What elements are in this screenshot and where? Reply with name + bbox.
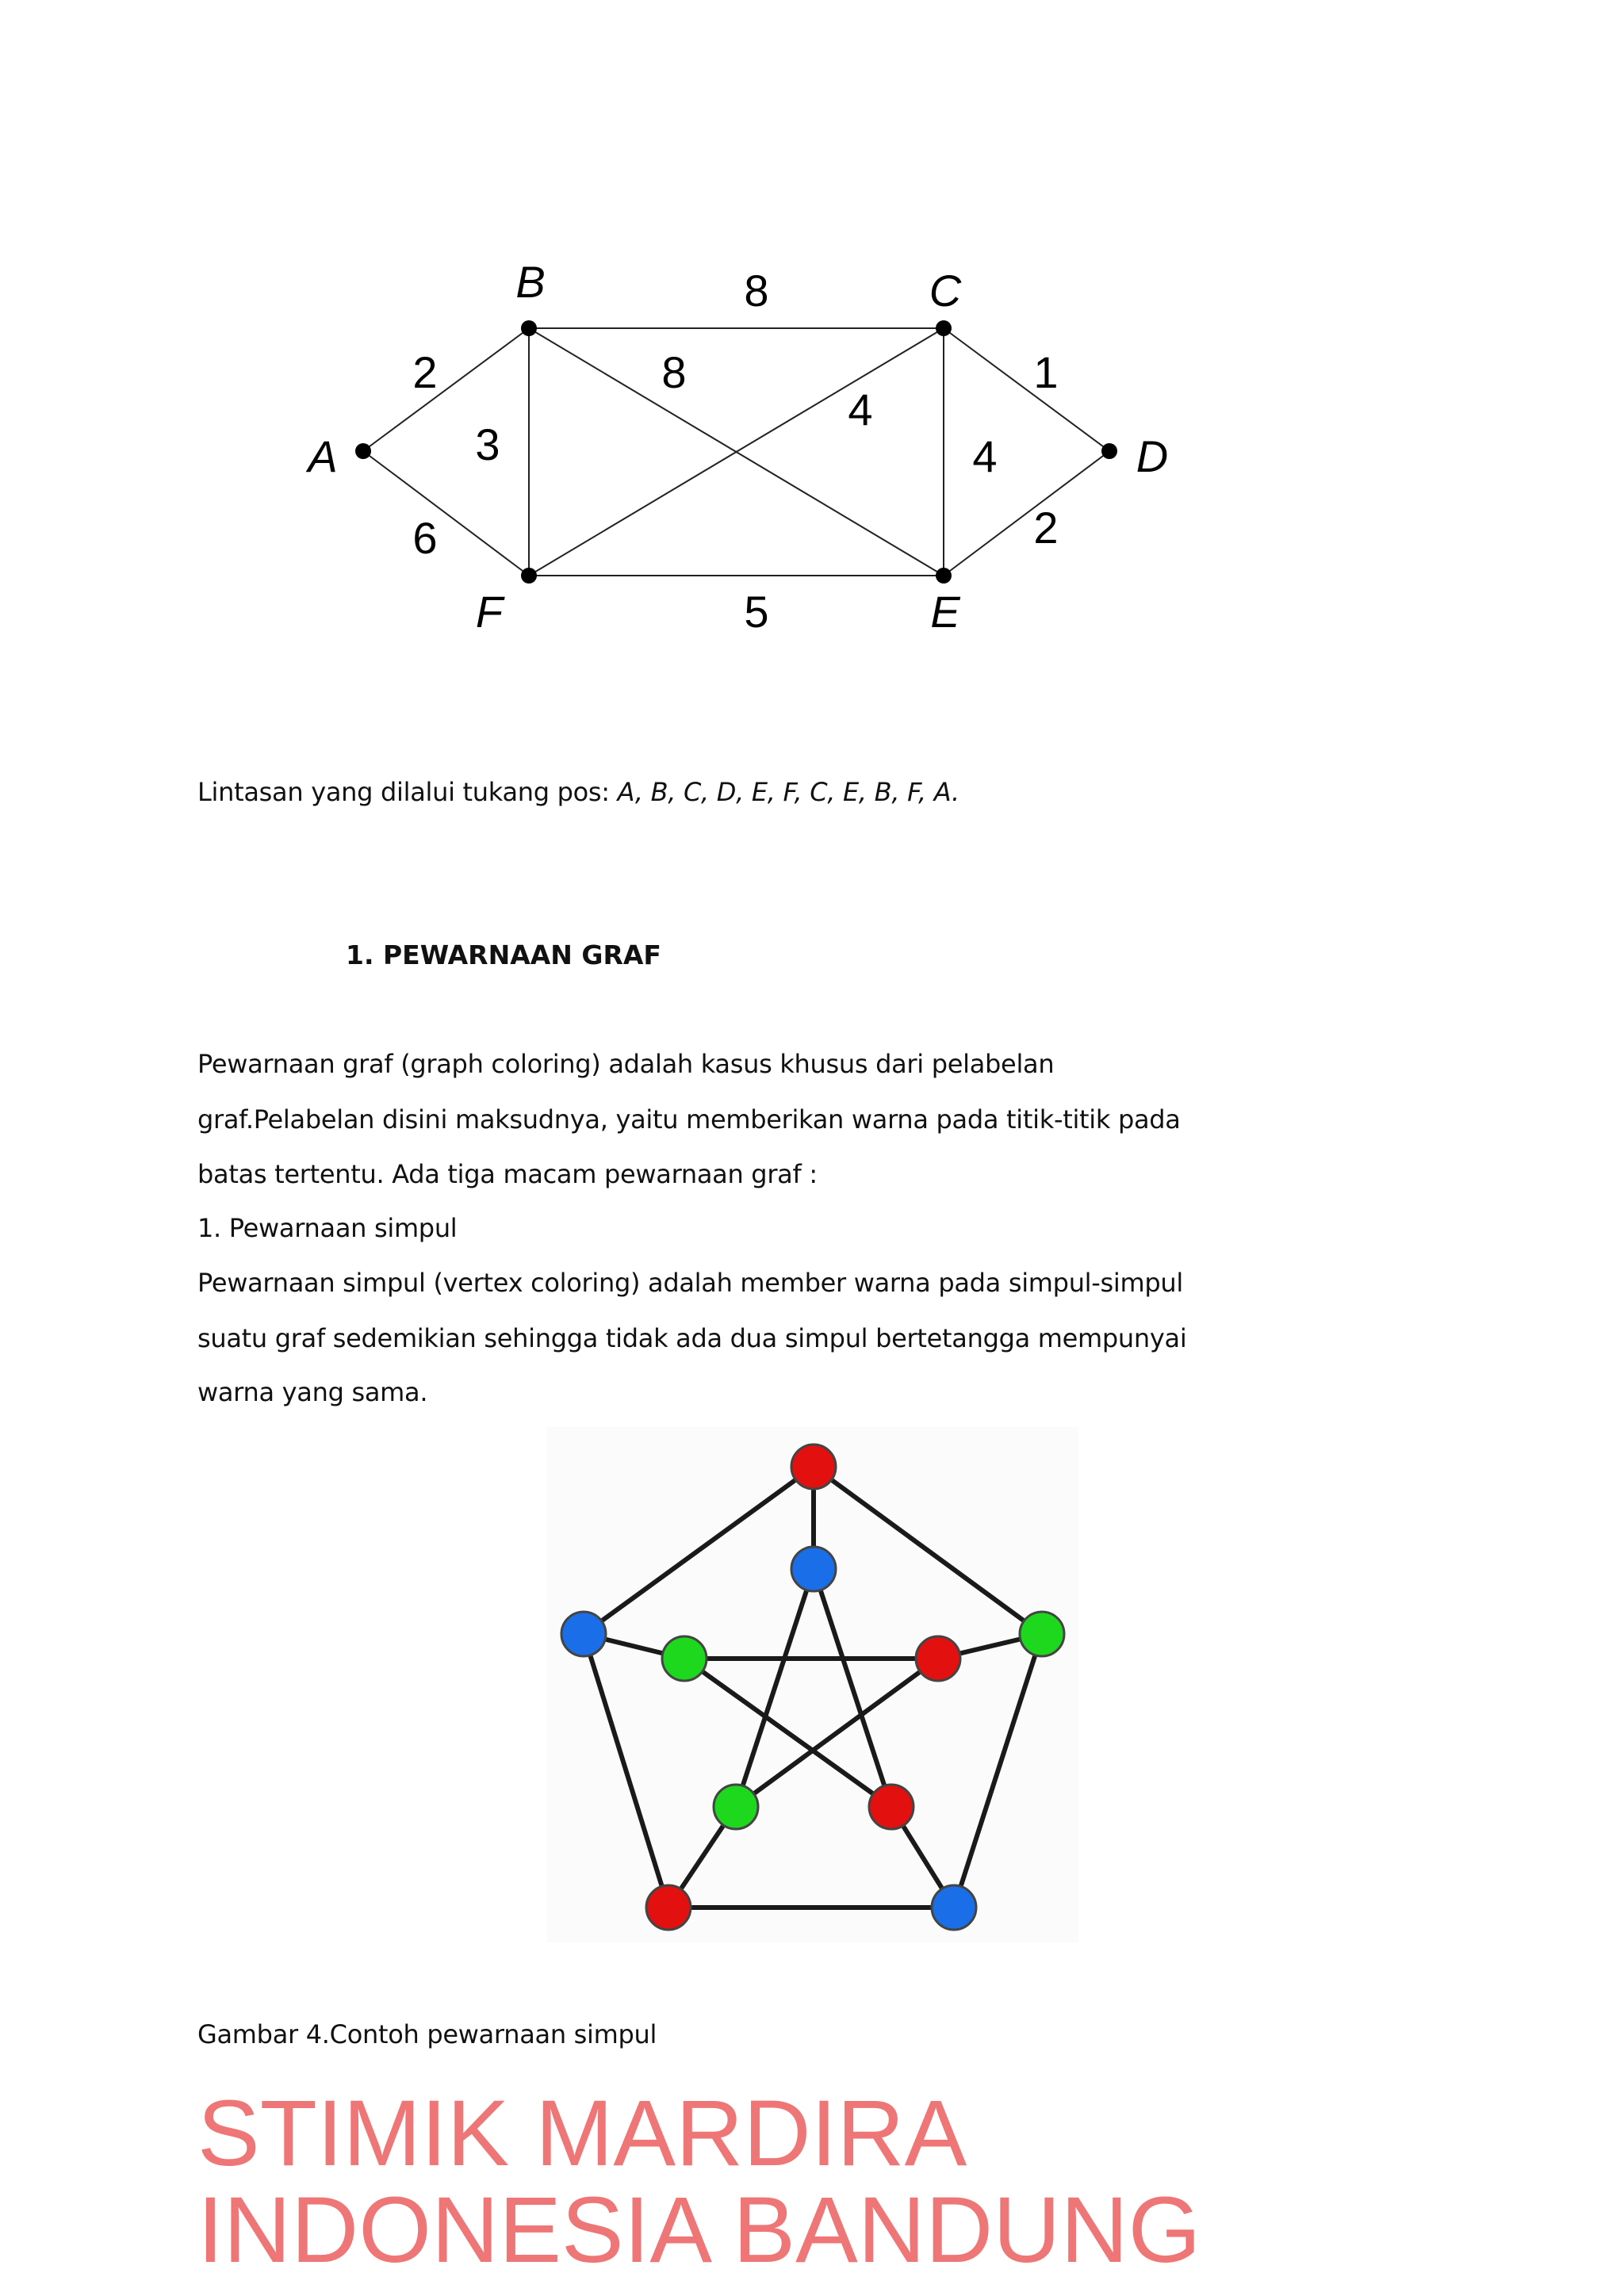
outer-vertex-blue bbox=[932, 1885, 976, 1930]
outer-vertex-green bbox=[1020, 1612, 1064, 1656]
vertex-B bbox=[521, 320, 537, 336]
vertex-label-D: D bbox=[1136, 431, 1169, 481]
path-sentence bbox=[197, 777, 959, 807]
inner-vertex-green bbox=[662, 1636, 707, 1681]
section-heading: 1. PEWARNAAN GRAF bbox=[346, 939, 661, 970]
inner-vertex-red bbox=[916, 1636, 960, 1681]
inner-vertex-blue bbox=[791, 1547, 836, 1591]
edge-weight-CF: 4 bbox=[848, 385, 873, 434]
outer-vertex-red bbox=[791, 1445, 836, 1489]
inner-vertex-green bbox=[714, 1785, 758, 1829]
paragraph-line: suatu graf sedemikian sehingga tidak ada dua simpul bertetangga mempunyai bbox=[197, 1323, 1187, 1353]
path-sequence: A, B, C, D, E, F, C, E, B, F, A. bbox=[617, 777, 959, 807]
paragraph-line: warna yang sama. bbox=[197, 1377, 428, 1407]
edge-CD bbox=[944, 328, 1109, 451]
watermark: STIMIK MARDIRA INDONESIA BANDUNG bbox=[197, 2081, 1201, 2283]
inner-edge bbox=[736, 1659, 938, 1807]
figure-caption: Gambar 4.Contoh pewarnaan simpul bbox=[197, 2019, 657, 2049]
edge-AB bbox=[363, 328, 529, 451]
spoke-edge bbox=[938, 1634, 1042, 1659]
edge-weight-DE: 2 bbox=[1033, 503, 1059, 553]
figure-background bbox=[547, 1427, 1078, 1942]
vertex-label-A: A bbox=[308, 431, 338, 481]
edge-weight-CE: 4 bbox=[972, 431, 998, 481]
path-prefix: Lintasan yang dilalui tukang pos: bbox=[197, 777, 618, 807]
vertex-label-F: F bbox=[475, 587, 504, 637]
outer-edge bbox=[584, 1634, 668, 1908]
outer-edge bbox=[584, 1467, 814, 1634]
vertex-E bbox=[936, 568, 952, 584]
inner-edge bbox=[814, 1569, 891, 1807]
edge-weight-AF: 6 bbox=[412, 513, 438, 563]
edge-weight-BF: 3 bbox=[475, 419, 500, 469]
vertex-D bbox=[1101, 443, 1117, 459]
outer-vertex-red bbox=[646, 1885, 691, 1930]
spoke-edge bbox=[891, 1807, 954, 1908]
edge-weight-BC: 8 bbox=[744, 266, 769, 316]
outer-edge bbox=[814, 1467, 1042, 1634]
edge-weight-CD: 1 bbox=[1033, 347, 1059, 397]
paragraph-line: batas tertentu. Ada tiga macam pewarnaan graf : bbox=[197, 1159, 818, 1189]
subheading-vertex-coloring: 1. Pewarnaan simpul bbox=[197, 1213, 458, 1243]
weighted-graph-figure bbox=[0, 0, 1624, 714]
inner-edge bbox=[736, 1569, 814, 1807]
edge-DE bbox=[944, 451, 1109, 576]
edge-weight-BE: 8 bbox=[661, 347, 687, 397]
edge-weight-AB: 2 bbox=[412, 347, 438, 397]
outer-edge bbox=[954, 1634, 1042, 1908]
paragraph-line: Pewarnaan graf (graph coloring) adalah kasus khusus dari pelabelan bbox=[197, 1049, 1055, 1079]
paragraph-line: Pewarnaan simpul (vertex coloring) adalah member warna pada simpul-simpul bbox=[197, 1268, 1183, 1298]
paragraph-line: graf.Pelabelan disini maksudnya, yaitu memberikan warna pada titik-titik pada bbox=[197, 1104, 1181, 1135]
vertex-F bbox=[521, 568, 537, 584]
vertex-label-C: C bbox=[929, 266, 962, 316]
spoke-edge bbox=[584, 1634, 684, 1659]
vertex-label-E: E bbox=[930, 587, 960, 637]
vertex-C bbox=[936, 320, 952, 336]
edge-AF bbox=[363, 451, 529, 576]
inner-edge bbox=[684, 1659, 891, 1807]
vertex-A bbox=[355, 443, 371, 459]
inner-vertex-red bbox=[869, 1785, 914, 1829]
outer-vertex-blue bbox=[561, 1612, 606, 1656]
spoke-edge bbox=[668, 1807, 736, 1908]
edge-weight-FE: 5 bbox=[744, 587, 769, 637]
vertex-label-B: B bbox=[515, 257, 546, 307]
